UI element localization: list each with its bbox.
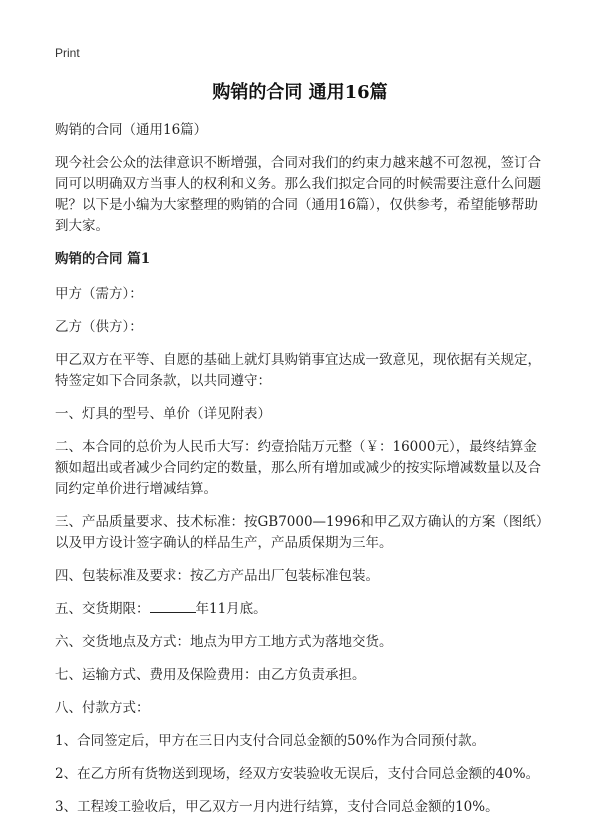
clause-2: 二、本合同的总价为人民币大写：约壹拾陆万元整（￥：16000元），最终结算金额如超出或者减少合同约定的数量，那么所有增加或减少的按实际增减数量以及合同约定单价进行增减结算。 [55,439,541,497]
party-a-line: 甲方（需方）： [55,286,143,302]
document-body [55,120,550,830]
preamble-paragraph: 甲乙双方在平等、自愿的基础上就灯具购销事宜达成一致意见，现依据有关规定，特签定如下合同条款，以共同遵守： [55,352,541,389]
section-heading: 购销的合同 篇1 [55,251,151,267]
payment-term-1: 1、合同签定后，甲方在三日内支付合同总金额的50%作为合同预付款。 [55,733,486,749]
clause-5-suffix: 年11月底。 [195,601,267,617]
document-subtitle: 购销的合同（通用16篇） [55,122,208,138]
clause-5-prefix: 五、交货期限： [55,601,150,617]
payment-term-3: 3、工程竣工验收后，甲乙双方一月内进行结算，支付合同总金额的10%。 [55,799,499,815]
clause-8: 八、付款方式： [55,700,150,716]
payment-term-2: 2、在乙方所有货物送到现场，经双方安装验收无误后，支付合同总金额的40%。 [55,766,540,782]
clause-7: 七、运输方式、费用及保险费用：由乙方负责承担。 [55,667,366,683]
page-title: 购销的合同 通用16篇 [212,82,388,103]
date-blank-line [150,599,196,613]
clause-6: 六、交货地点及方式：地点为甲方工地方式为落地交货。 [55,634,393,650]
print-label: Print [55,46,80,60]
clause-5 [55,599,550,620]
clause-3: 三、产品质量要求、技术标准：按GB7000—1996和甲乙双方确认的方案（图纸）以及甲方设计签字确认的样品生产，产品质保期为三年。 [55,514,550,551]
intro-paragraph: 现今社会公众的法律意识不断增强，合同对我们的约束力越来越不可忽视，签订合同可以明确双方当事人的权利和义务。那么我们拟定合同的时候需要注意什么问题呢？以下是小编为大家整理的购销的合同（通用16篇），仅供参考，希望能够帮助到大家。 [55,155,541,234]
clause-1: 一、灯具的型号、单价（详见附表） [55,406,271,422]
party-b-line: 乙方（供方）： [55,319,143,335]
clause-4: 四、包装标准及要求：按乙方产品出厂包装标准包装。 [55,568,379,584]
